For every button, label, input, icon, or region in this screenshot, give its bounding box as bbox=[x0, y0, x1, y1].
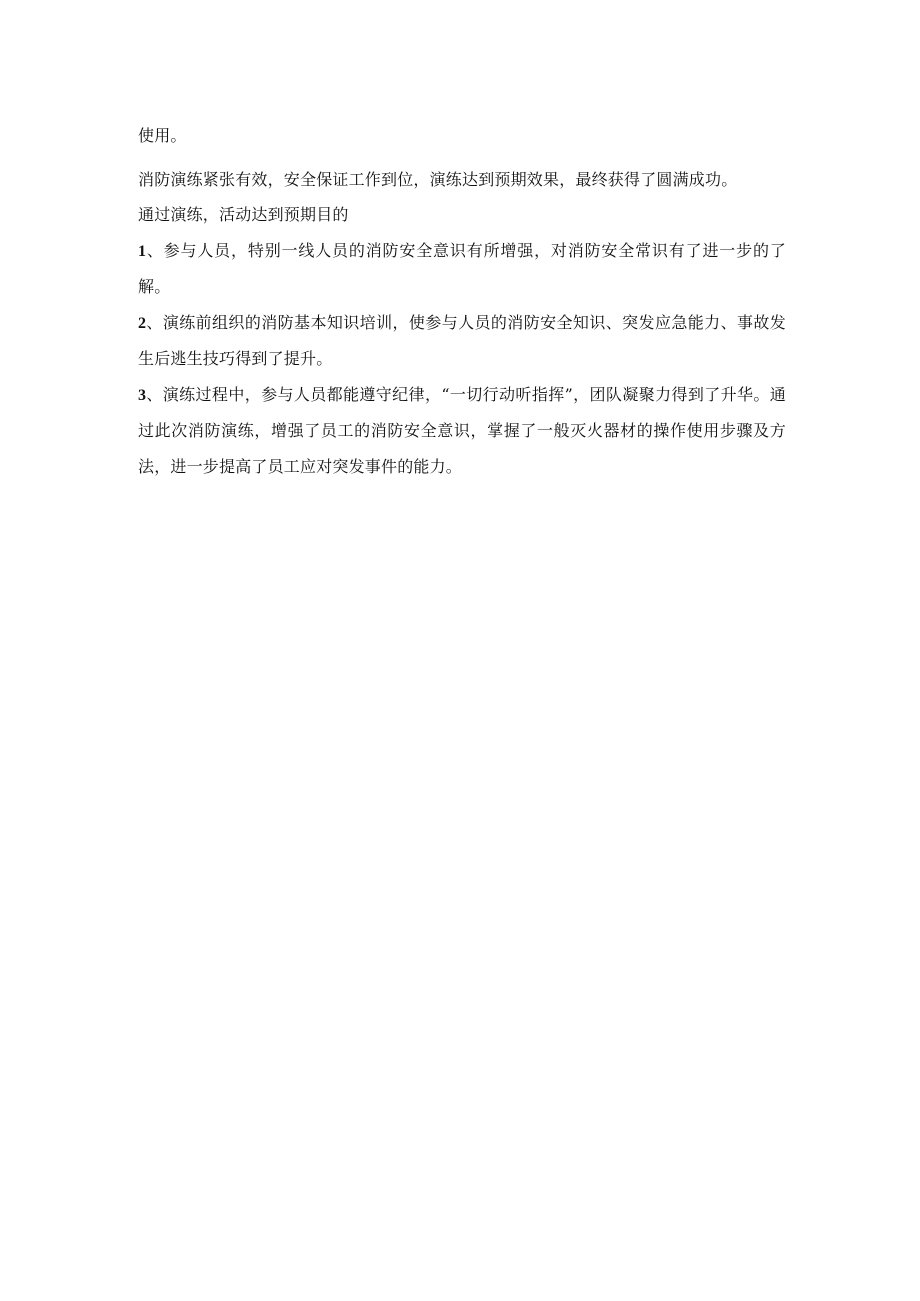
list-item bbox=[138, 305, 786, 377]
list-item-text: 、演练过程中，参与人员都能遵守纪律，“一切行动听指挥”，团队凝聚力得到了升华。通过此次消防演练，增强了员工的消防安全意识，掌握了一般灭火器材的操作使用步骤及方法，进一步提高了员工应对突发事件的能力。 bbox=[138, 384, 786, 476]
document-body bbox=[138, 118, 786, 484]
paragraph-text: 使用。 bbox=[138, 126, 187, 145]
list-item bbox=[138, 377, 786, 485]
list-item-number: 2 bbox=[138, 314, 147, 332]
list-item bbox=[138, 233, 786, 305]
list-item-text: 、参与人员，特别一线人员的消防安全意识有所增强，对消防安全常识有了进一步的了解。 bbox=[138, 240, 786, 296]
list-item-text: 、演练前组织的消防基本知识培训，使参与人员的消防安全知识、突发应急能力、事故发生后逃生技巧得到了提升。 bbox=[138, 312, 786, 368]
paragraph-text: 通过演练，活动达到预期目的 bbox=[138, 205, 349, 224]
paragraph-continuation bbox=[138, 118, 786, 154]
list-item-number: 3 bbox=[138, 386, 147, 404]
paragraph-text: 消防演练紧张有效，安全保证工作到位，演练达到预期效果，最终获得了圆满成功。 bbox=[138, 169, 738, 189]
list-item-number: 1 bbox=[138, 242, 147, 260]
paragraph-summary bbox=[138, 162, 786, 198]
paragraph-intro bbox=[138, 197, 786, 233]
